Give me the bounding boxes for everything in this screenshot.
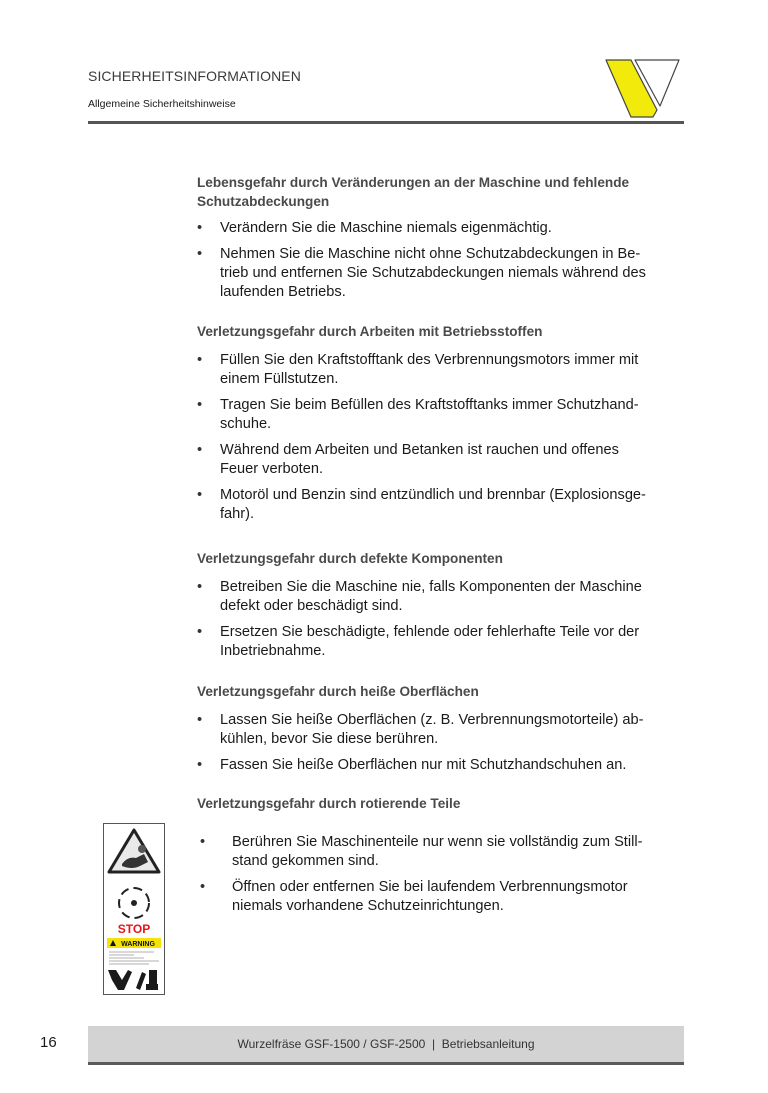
list-item-text: Füllen Sie den Kraftstofftank des Verbrennungsmotors immer mit xyxy=(220,352,639,368)
list-item-text: Nehmen Sie die Maschine nicht ohne Schutzabdeckungen in Be- xyxy=(220,246,641,262)
list-item-text: Feuer verboten. xyxy=(220,461,324,477)
list-item-text: Inbetriebnahme. xyxy=(220,643,326,659)
section-heading: Verletzungsgefahr durch rotierende Teile xyxy=(197,796,461,811)
safety-warning-label xyxy=(103,823,165,995)
page-number: 16 xyxy=(40,1034,57,1051)
list-item-text: Öffnen oder entfernen Sie bei laufendem Verbrennungsmotor xyxy=(232,879,628,895)
list-item-text: Ersetzen Sie beschädigte, fehlende oder fehlerhafte Teile vor der xyxy=(220,624,640,640)
list-item-text: Fassen Sie heiße Oberflächen nur mit Schutzhandschuhen an. xyxy=(220,757,627,773)
section-heading xyxy=(197,173,629,211)
footer-text: Wurzelfräse GSF-1500 / GSF-2500 | Betriebsanleitung xyxy=(237,1037,535,1051)
rotating-blade-icon xyxy=(119,888,149,918)
list-item-text: fahr). xyxy=(220,506,255,522)
heading-line: Schutzabdeckungen xyxy=(197,194,330,209)
bullet-icon: • xyxy=(197,712,203,728)
list-item-text: Während dem Arbeiten und Betanken ist rauchen und offenes xyxy=(220,442,619,458)
list-item-text: Berühren Sie Maschinenteile nur wenn sie vollständig zum Still- xyxy=(232,834,643,850)
section-heading: Verletzungsgefahr durch Arbeiten mit Betriebsstoffen xyxy=(197,324,543,339)
bullet-icon: • xyxy=(197,246,203,262)
warning-label-graphic xyxy=(104,824,164,994)
list-item-text: kühlen, bevor Sie diese berühren. xyxy=(220,731,439,747)
bullet-icon: • xyxy=(197,579,203,595)
list-item-text: einem Füllstutzen. xyxy=(220,371,339,387)
header-subtitle: Allgemeine Sicherheitshinweise xyxy=(88,98,236,110)
bullet-icon: • xyxy=(197,220,203,236)
heading-line: Lebensgefahr durch Veränderungen an der Maschine und fehlende xyxy=(197,175,630,190)
warning-text: WARNING xyxy=(121,941,155,948)
brand-logo-icon xyxy=(603,58,683,118)
bullet-icon: • xyxy=(197,487,203,503)
list-item-text: Lassen Sie heiße Oberflächen (z. B. Verbrennungsmotorteile) ab- xyxy=(220,712,644,728)
stop-text: STOP xyxy=(117,922,151,936)
hand-crush-warning-icon xyxy=(109,830,159,872)
list-item-text: Tragen Sie beim Befüllen des Kraftstofftanks immer Schutzhand- xyxy=(220,397,639,413)
footer-divider xyxy=(88,1062,684,1065)
bullet-icon: • xyxy=(197,624,203,640)
bullet-icon: • xyxy=(197,397,203,413)
bullet-icon: • xyxy=(197,757,203,773)
bullet-icon: • xyxy=(200,834,206,850)
list-item-text: stand gekommen sind. xyxy=(232,853,379,869)
header-title: SICHERHEITSINFORMATIONEN xyxy=(88,68,301,84)
list-item-text: laufenden Betriebs. xyxy=(220,284,346,300)
bullet-icon: • xyxy=(200,879,206,895)
bullet-icon: • xyxy=(197,352,203,368)
list-item-text: schuhe. xyxy=(220,416,272,432)
list-item-text: defekt oder beschädigt sind. xyxy=(220,598,403,614)
list-item-text: Verändern Sie die Maschine niemals eigenmächtig. xyxy=(220,220,552,236)
list-item-text: Motoröl und Benzin sind entzündlich und brennbar (Explosionsge- xyxy=(220,487,646,503)
section-heading: Verletzungsgefahr durch defekte Komponenten xyxy=(197,551,503,566)
section-heading: Verletzungsgefahr durch heiße Oberflächen xyxy=(197,684,479,699)
keep-hands-feet-away-icon xyxy=(108,970,158,990)
list-item-text: trieb und entfernen Sie Schutzabdeckungen niemals während des xyxy=(220,265,646,281)
list-item-text: Betreiben Sie die Maschine nie, falls Komponenten der Maschine xyxy=(220,579,642,595)
list-item-text: niemals vorhandene Schutzeinrichtungen. xyxy=(232,898,504,914)
header-divider xyxy=(88,121,684,124)
bullet-icon: • xyxy=(197,442,203,458)
